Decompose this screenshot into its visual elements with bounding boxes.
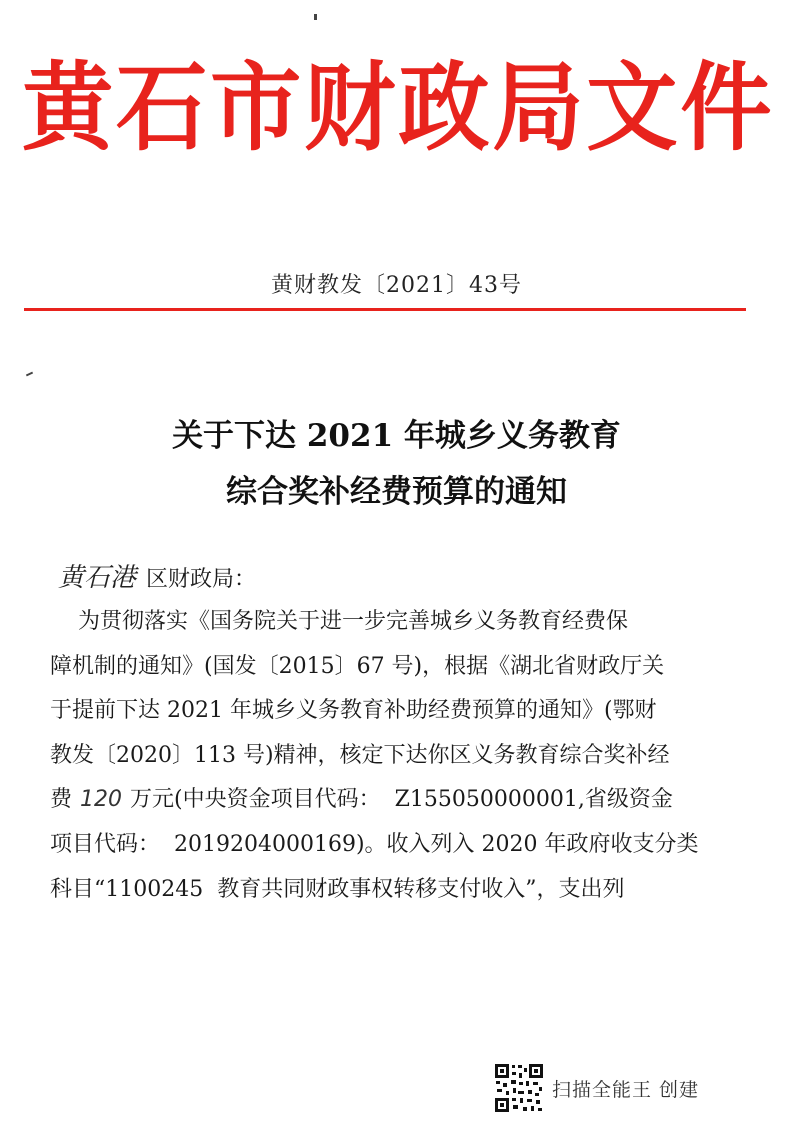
document-header-title: 黄石市财政局文件 (22, 51, 775, 164)
qr-code-icon (494, 1063, 544, 1113)
document-number: 黄财教发〔2021〕43号 (271, 273, 522, 298)
scanner-watermark (494, 1062, 699, 1114)
body-line: 教发〔2020〕113 号)精神，核定下达你区义务教育综合奖补经 (50, 742, 670, 768)
notice-title-line-2: 综合奖补经费预算的通知 (226, 474, 567, 510)
body-line: 于提前下达 2021 年城乡义务教育补助经费预算的通知》(鄂财 (50, 698, 657, 724)
body-line: 为贯彻落实《国务院关于进一步完善城乡义务教育经费保 (50, 609, 628, 634)
scan-speck (314, 14, 317, 20)
recipient-line (58, 558, 256, 600)
notice-body (50, 600, 750, 912)
handwritten-amount: 120 (80, 787, 123, 813)
red-divider-line (24, 308, 746, 311)
amount-prefix: 费 (50, 787, 73, 813)
body-line: 障机制的通知》(国发〔2015〕67 号)，根据《湖北省财政厅关 (50, 653, 665, 679)
notice-title (0, 408, 793, 520)
recipient-label: 区财政局： (146, 567, 257, 592)
body-line: 项目代码： 2019204000169)。收入列入 2020 年政府收支分类 (50, 831, 699, 857)
handwritten-district-name: 黄石港 (58, 563, 137, 593)
body-line: 科目“1100245 教育共同财政事权转移支付收入”，支出列 (50, 876, 625, 902)
body-line-amount (50, 778, 750, 823)
scan-speck (26, 372, 33, 377)
scanner-app-label: 扫描全能王 创建 (552, 1078, 700, 1101)
notice-title-line-1: 关于下达 2021 年城乡义务教育 (172, 418, 621, 454)
amount-suffix: 万元(中央资金项目代码： Z155050000001,省级资金 (130, 787, 673, 813)
